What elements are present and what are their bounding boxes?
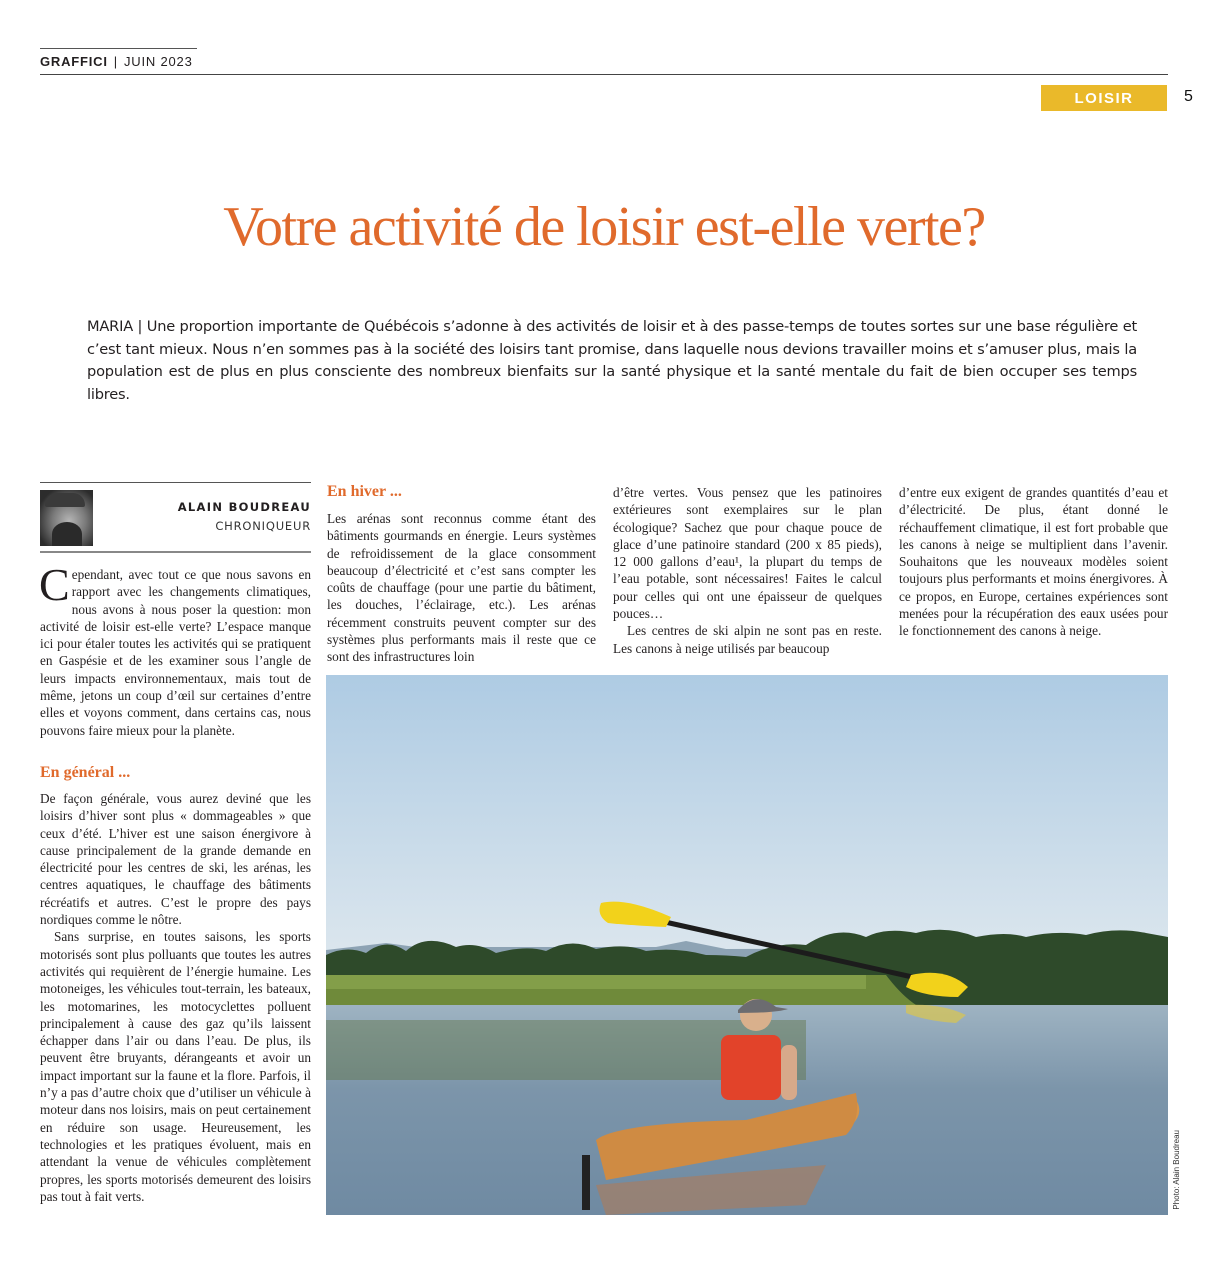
column-3 <box>613 484 882 657</box>
author-avatar <box>40 490 93 546</box>
subhead-hiver: En hiver ... <box>327 483 402 500</box>
publication-name: GRAFFICI <box>40 54 108 69</box>
hiver-paragraph-4: d’entre eux exigent de grandes quantités d’eau et d’électricité. De plus, étant donné le réchauffement climatique, il est fort probable que les canons à neige se multiplient dans l’avenir. Souhaitons que les nouveaux modèles soient toujours plus performants et moins énergivores. À ce propos, en Europe, certaines expériences sont menées pour la récupération des eaux usées pour le fonctionnement des canons à neige. <box>899 485 1168 639</box>
author-name: ALAIN BOUDREAU <box>177 500 311 514</box>
photo-credit: Photo: Alain Boudreau <box>1172 1130 1181 1210</box>
reeds-highlight <box>326 975 866 989</box>
column-2 <box>327 510 596 666</box>
paddler-vest <box>721 1035 781 1100</box>
author-rule-top <box>40 482 311 483</box>
issue-date: JUIN 2023 <box>123 54 193 69</box>
author-rule-bottom <box>40 551 311 553</box>
opening-paragraph: ependant, avec tout ce que nous savons en rapport avec les changements climatiques, nous avons à nous poser la question: mon activité de loisir est-elle verte? L’espace manque ici pour étaler toutes les activités qui se pratiquent en Gaspésie et de les examiner sous l’angle de leurs impacts environnementaux, mais tout de même, jetons un coup d’œil sur certaines d’entre elles et voyons comment, dans certains cas, nous pouvons faire mieux pour la planète. <box>40 567 311 738</box>
hiver-paragraph-1: Les arénas sont reconnus comme étant des bâtiments gourmands en énergie. Leurs systèmes de refroidissement de la glace consomment beaucoup d’électricité et c’est sans compter les coûts de chauffage (pour une partie du bâtiment, les douches, l’éclairage, etc.). Les arénas récemment construits peuvent compter sur des systèmes plus performants mais il reste que ce sont des infrastructures loin <box>327 511 596 665</box>
avatar-beard-shape <box>52 522 82 546</box>
masthead-separator: | <box>113 54 118 69</box>
column-1-intro <box>39 559 311 739</box>
kayak-rudder <box>582 1155 590 1210</box>
sky <box>326 675 1168 965</box>
kayak-photo-illustration <box>326 675 1168 1215</box>
header-rule-short <box>40 48 197 49</box>
avatar-cap-shape <box>45 493 85 507</box>
general-paragraph-1: De façon générale, vous aurez deviné que les loisirs d’hiver sont plus « dommageables » que ceux d’été. L’hiver est une saison énergivore à cause principalement de la grande demande en électricité pour les centres de ski, les arénas, les centres aquatiques, le chauffage des bâtiments récréatifs et autres. C’est le propre des pays nordiques comme le nôtre. <box>40 791 311 928</box>
subhead-general: En général ... <box>40 764 131 781</box>
section-tag: LOISIR <box>1041 85 1167 111</box>
drop-cap: C <box>39 559 70 610</box>
hiver-paragraph-2: d’être vertes. Vous pensez que les patinoires extérieures sont exemplaires sur le plan écologique? Sachez que pour chaque pouce de glace d’une patinoire standard (200 x 85 pieds), 12 000 gallons d’eau¹, la plupart du temps de l’eau potable, sont nécessaires! Faites le calcul pour celles qui ont une épaisseur de quelques pouces… <box>613 485 882 622</box>
column-1-general <box>40 790 311 1205</box>
author-role: CHRONIQUEUR <box>215 519 311 533</box>
general-paragraph-2: Sans surprise, en toutes saisons, les sports motorisés sont plus polluants que toutes les autres activités qui requièrent de l’énergie humaine. Les motoneiges, les véhicules tout-terrain, les bateaux, les motomarines, les motocyclettes polluent principalement à cause des gaz qu’ils laissent échapper dans l’air ou dans l’eau. De plus, ils peuvent être bruyants, dérangeants et avoir un impact important sur la faune et la flore. Parfois, il n’y a pas d’autre choix que d’utiliser un véhicule à moteur dans nos loisirs, mais on peut certainement en réduire son usage. Heureusement, les technologies et les pratiques évoluent, mais en attendant la venue de véhicules complètement propres, les sports motorisés demeurent des loisirs pas tout à fait verts. <box>40 929 311 1204</box>
hiver-paragraph-3: Les centres de ski alpin ne sont pas en reste. Les canons à neige utilisés par beaucoup <box>613 623 882 656</box>
article-intro: MARIA | Une proportion importante de Québécois s’adonne à des activités de loisir et à des passe-temps de toutes sortes sur une base régulière et c’est tant mieux. Nous n’en sommes pas à la société des loisirs tant promise, dans laquelle nous devions travailler moins et s’amuser plus, mais la population est de plus en plus consciente des nombreux bienfaits sur la santé physique et la santé mentale du fait de bien occuper ses temps libres. <box>87 318 1137 403</box>
paddler-arm <box>781 1045 797 1100</box>
article-title: Votre activité de loisir est-elle verte? <box>223 196 985 258</box>
kayak-photo <box>326 675 1168 1215</box>
page-number: 5 <box>1184 88 1193 105</box>
header-rule <box>40 74 1168 75</box>
masthead <box>40 54 193 69</box>
column-4 <box>899 484 1168 640</box>
